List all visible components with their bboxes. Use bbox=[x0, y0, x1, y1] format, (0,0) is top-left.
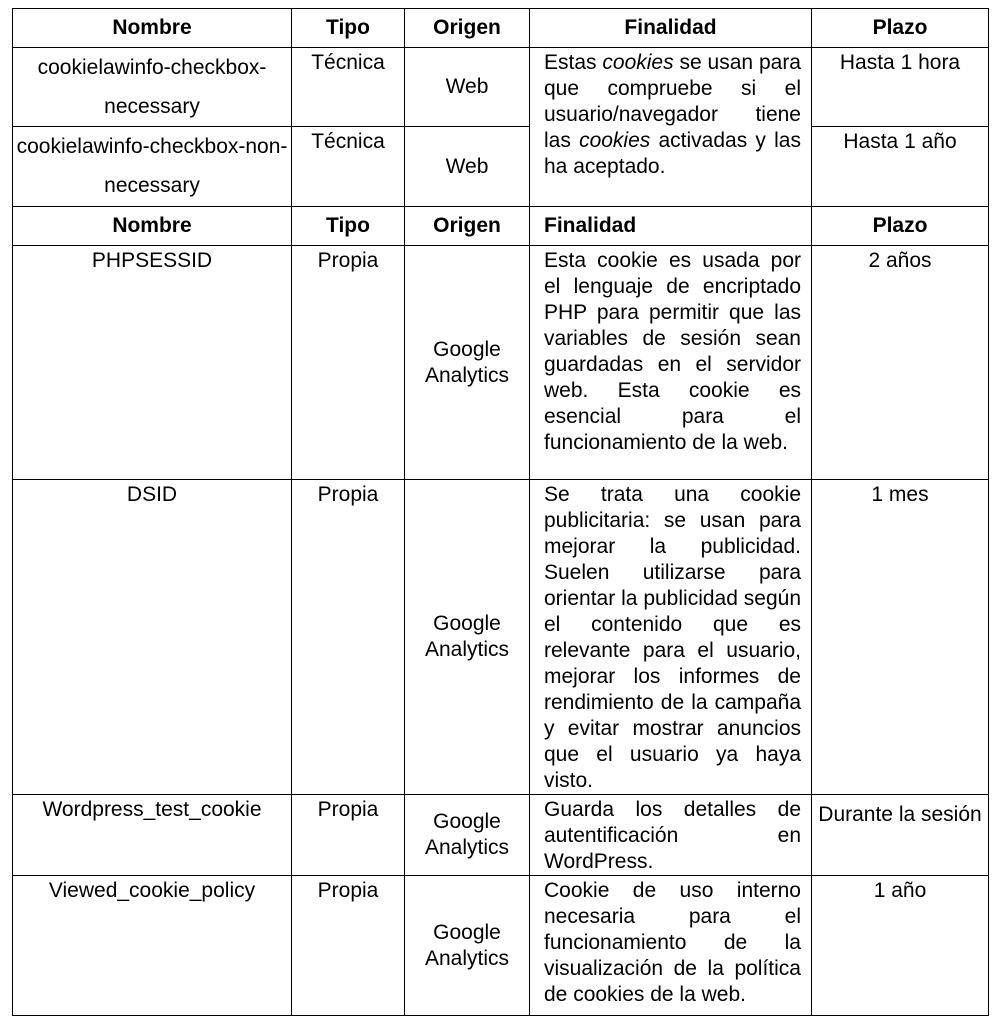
finalidad-em-1: cookies bbox=[602, 51, 674, 74]
cell-origen: Web bbox=[405, 127, 530, 207]
table-row bbox=[13, 480, 989, 795]
cell-plazo: Hasta 1 hora bbox=[812, 48, 989, 127]
cell-tipo: Propia bbox=[292, 480, 405, 795]
header-row bbox=[13, 9, 989, 48]
header-nombre: Nombre bbox=[13, 207, 292, 246]
table-row bbox=[13, 127, 989, 207]
cell-origen: Google Analytics bbox=[405, 480, 530, 795]
cell-finalidad bbox=[530, 48, 812, 207]
table-row bbox=[13, 876, 989, 1016]
table-row bbox=[13, 795, 989, 876]
cell-tipo: Técnica bbox=[292, 48, 405, 127]
header-row bbox=[13, 207, 989, 246]
header-origen: Origen bbox=[405, 207, 530, 246]
header-plazo: Plazo bbox=[812, 207, 989, 246]
finalidad-text-3: activadas y las ha aceptado. bbox=[544, 129, 801, 178]
cell-nombre: Viewed_cookie_policy bbox=[13, 876, 292, 1016]
cell-plazo: 2 años bbox=[812, 246, 989, 480]
cell-origen: Google Analytics bbox=[405, 246, 530, 480]
cell-origen: Web bbox=[405, 48, 530, 127]
cell-tipo: Propia bbox=[292, 876, 405, 1016]
finalidad-text-2: se usan para que compruebe si el usuario/navegador tiene las bbox=[544, 51, 801, 152]
cell-origen: Google Analytics bbox=[405, 876, 530, 1016]
table-row bbox=[13, 246, 989, 480]
cell-plazo: 1 mes bbox=[812, 480, 989, 795]
finalidad-text-1: Estas bbox=[544, 51, 603, 74]
cell-plazo: 1 año bbox=[812, 876, 989, 1016]
cell-nombre: DSID bbox=[13, 480, 292, 795]
cell-finalidad: Esta cookie es usada por el lenguaje de encriptado PHP para permitir que las variables de sesión sean guardadas en el servidor web. Esta cookie es esencial para el funcionamiento de la web. bbox=[530, 246, 812, 480]
header-tipo: Tipo bbox=[292, 9, 405, 48]
cell-finalidad: Cookie de uso interno necesaria para el funcionamiento de la visualización de la política de cookies de la web. bbox=[530, 876, 812, 1016]
cell-finalidad: Guarda los detalles de autentificación en WordPress. bbox=[530, 795, 812, 876]
cell-origen: Google Analytics bbox=[405, 795, 530, 876]
cell-tipo: Propia bbox=[292, 795, 405, 876]
header-nombre: Nombre bbox=[13, 9, 292, 48]
cell-nombre: Wordpress_test_cookie bbox=[13, 795, 292, 876]
header-finalidad: Finalidad bbox=[530, 207, 812, 246]
cell-tipo: Propia bbox=[292, 246, 405, 480]
header-plazo: Plazo bbox=[812, 9, 989, 48]
header-finalidad: Finalidad bbox=[530, 9, 812, 48]
finalidad-em-2: cookies bbox=[579, 129, 651, 152]
header-origen: Origen bbox=[405, 9, 530, 48]
table-row bbox=[13, 48, 989, 127]
cell-nombre: cookielawinfo-checkbox-non-necessary bbox=[13, 127, 292, 207]
cell-tipo: Técnica bbox=[292, 127, 405, 207]
cell-nombre: cookielawinfo-checkbox-necessary bbox=[13, 48, 292, 127]
cell-plazo: Durante la sesión bbox=[812, 795, 989, 876]
cell-nombre: PHPSESSID bbox=[13, 246, 292, 480]
header-tipo: Tipo bbox=[292, 207, 405, 246]
cell-finalidad: Se trata una cookie publicitaria: se usan para mejorar la publicidad. Suelen utilizarse para orientar la publicidad según el contenido que es relevante para el usuario, mejorar los informes de rendimiento de la campaña y evitar mostrar anuncios que el usuario ya haya visto. bbox=[530, 480, 812, 795]
cookies-table bbox=[12, 8, 989, 1016]
cell-plazo: Hasta 1 año bbox=[812, 127, 989, 207]
